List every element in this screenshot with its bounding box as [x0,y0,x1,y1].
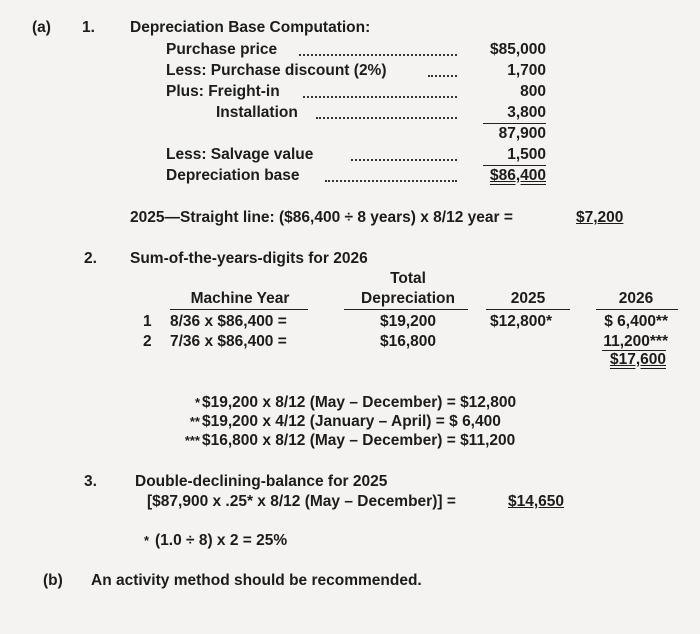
machine-year-header: Machine Year [190,290,290,307]
installation-label: Installation [216,104,298,121]
straight-line-result: $7,200 [576,209,624,226]
straight-line-text: 2025—Straight line: ($86,400 ÷ 8 years) x 8/12 year = [130,209,513,226]
leader-dots [303,96,457,98]
total-2026: $17,600 [609,351,666,368]
row-number: 2 [143,333,152,350]
ddb-footnote-text: (1.0 ÷ 8) x 2 = 25% [155,532,288,549]
row-total: $16,800 [379,333,437,350]
header-rule [486,309,570,310]
depreciation-header: Depreciation [361,290,455,307]
header-rule [344,309,468,310]
row-number: 1 [143,313,152,330]
freight-in-amount: 800 [520,83,546,100]
row-calculation: 7/36 x $86,400 = [170,333,287,350]
row-total: $19,200 [379,313,437,330]
salvage-value-amount: 1,500 [507,146,546,163]
row-2025: $12,800* [490,313,553,330]
purchase-discount-amount: 1,700 [507,62,546,79]
subtotal-amount: 87,900 [498,125,546,142]
section-1-number: 1. [82,19,95,36]
subtotal-rule [483,123,546,124]
footnote-mark: * [194,395,200,410]
part-a-label: (a) [32,19,51,36]
part-b-text: An activity method should be recommended. [91,572,422,589]
section-2-title: Sum-of-the-years-digits for 2026 [130,250,368,267]
footnote-text: $19,200 x 8/12 (May – December) = $12,800 [202,394,517,411]
row-2026: 11,200*** [603,333,668,350]
year-2025-header: 2025 [510,290,546,307]
leader-dots [299,54,457,56]
footnote-text: $16,800 x 8/12 (May – December) = $11,200 [202,432,516,449]
footnote-mark: *** [184,433,200,448]
ddb-footnote-mark: * [144,533,150,548]
section-3-number: 3. [84,473,97,490]
year-2026-header: 2026 [618,290,654,307]
section-3-title: Double-declining-balance for 2025 [135,473,388,490]
row-calculation: 8/36 x $86,400 = [170,313,287,330]
installation-amount: 3,800 [507,104,546,121]
leader-dots [316,117,457,119]
part-b-label: (b) [43,572,63,589]
depreciation-base-amount: $86,400 [489,167,546,184]
purchase-price-label: Purchase price [166,41,278,58]
section-2-number: 2. [84,250,97,267]
section-1-title: Depreciation Base Computation: [130,19,371,36]
salvage-value-label: Less: Salvage value [166,146,314,163]
purchase-discount-label: Less: Purchase discount (2%) [166,62,387,79]
header-rule [170,309,308,310]
header-rule [596,309,678,310]
freight-in-label: Plus: Freight-in [166,83,280,100]
total-header: Total [390,270,426,287]
footnote-mark: ** [189,414,200,429]
depreciation-base-label: Depreciation base [166,167,300,184]
row-2026: $ 6,400** [604,313,668,330]
leader-dots [325,180,457,182]
footnote-text: $19,200 x 4/12 (January – April) = $ 6,400 [202,413,501,430]
base-rule [483,165,546,166]
purchase-price-amount: $85,000 [489,41,546,58]
ddb-result: $14,650 [508,493,565,510]
ddb-formula: [$87,900 x .25* x 8/12 (May – December)] = [147,493,456,510]
